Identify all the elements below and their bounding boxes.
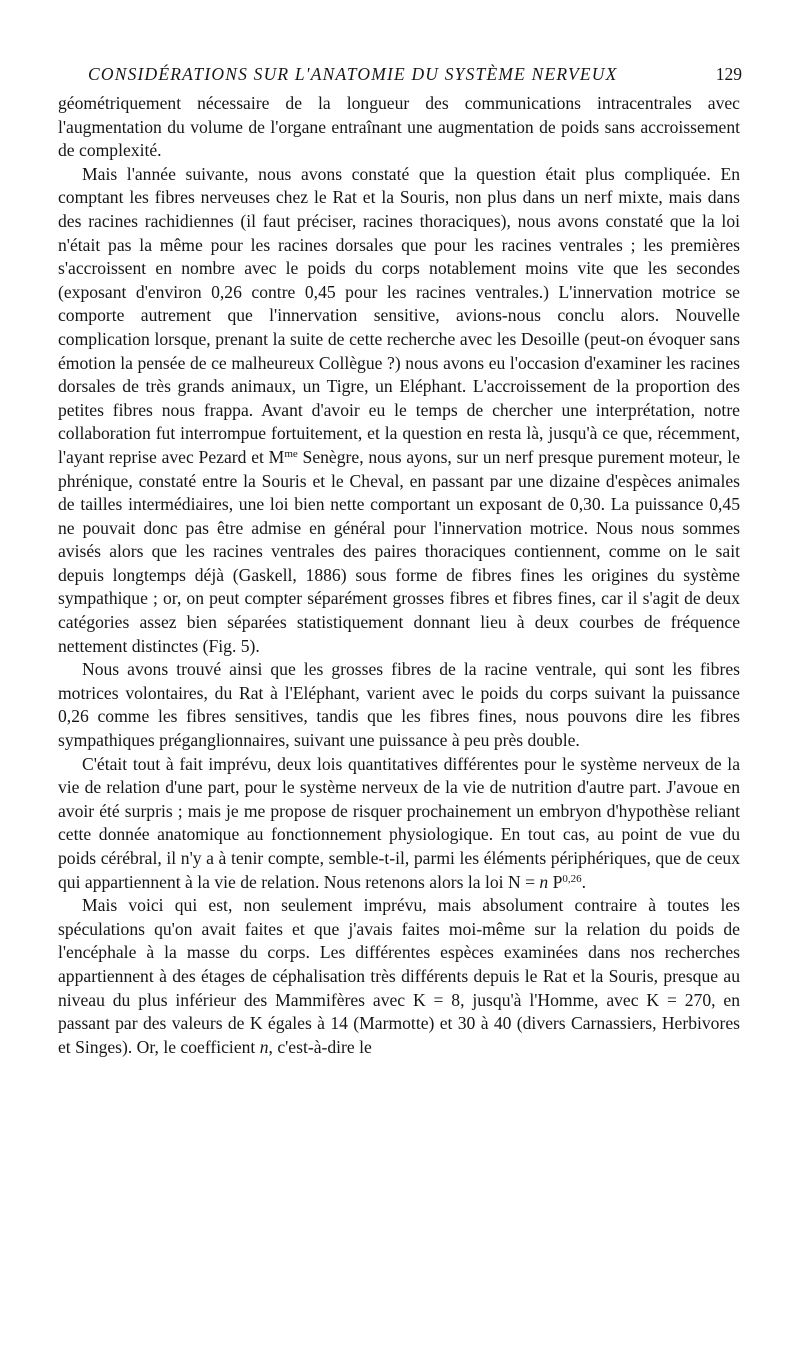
body-text xyxy=(58,92,740,1059)
formula-base: P xyxy=(548,871,563,892)
running-header xyxy=(58,60,740,88)
paragraph xyxy=(58,894,740,1059)
page xyxy=(58,60,740,1059)
paragraph-text: Mais l'année suivante, nous avons constaté que la question était plus compliquée. En comptant les fibres nerveuses chez le Rat et la Souris, non plus dans un nerf mixte, mais dans des racines rachidiennes (il faut préciser, racines thoraciques), nous avons constaté que la loi n'était pas la même pour les racines dorsales que pour les racines ventrales ; les premières s'accroissent en nombre avec le poids du corps notablement moins vite que les secondes (exposant d'environ 0,26 contre 0,45 pour les racines ventrales.) L'innervation motrice se comporte autrement que l'innervation sensitive, avions-nous conclu alors. Nouvelle complication lorsque, prenant la suite de cette recherche avec les Desoille (peut-on évoquer sans émotion la pensée de ce malheureux Collègue ?) nous avons eu l'occasion d'examiner les racines dorsales de très grands animaux, un Tigre, un Eléphant. L'accroissement de la proportion des petites fibres nous frappa. Avant d'avoir eu le temps de chercher une interprétation, notre collaboration fut interrompue fortuitement, et la question en resta là, jusqu'à ce que, récemment, l'ayant reprise avec Pezard et M xyxy=(58,163,740,467)
paragraph xyxy=(58,753,740,895)
paragraph-continued: géométriquement nécessaire de la longueur des communications intracentrales avec l'augmentation du volume de l'organe entraînant une augmentation de poids sans accroissement de complexité. xyxy=(58,93,740,161)
coefficient-variable: n xyxy=(259,1036,269,1057)
superscript: me xyxy=(284,447,298,460)
page-number: 129 xyxy=(715,64,742,84)
paragraph-text: , c'est-à-dire le xyxy=(268,1036,372,1057)
paragraph-text: C'était tout à fait imprévu, deux lois quantitatives différentes pour le système nerveux de la vie de relation d'une part, pour le système nerveux de la vie de nutrition d'autre part. J'avoue en avoir été surpris ; mais je me propose de risquer prochainement un embryon d'hypothèse reliant cette donnée anatomique au fonctionnement physiologique. En tout cas, au point de vue du poids cérébral, il n'y a à tenir compte, semble-t-il, parmi les éléments périphériques, que de ceux qui appartiennent à la vie de relation. Nous retenons alors la loi N = xyxy=(58,753,740,892)
formula-variable: n xyxy=(539,871,549,892)
paragraph: Nous avons trouvé ainsi que les grosses fibres de la racine ventrale, qui sont les fibres motrices volontaires, du Rat à l'Eléphant, varient avec le poids du corps suivant la puissance 0,26 comme les fibres sensitives, tandis que les fibres fines, nous pouvons dire les fibres sympathiques préganglionnaires, suivant une puissance à peu près double. xyxy=(58,659,740,751)
paragraph xyxy=(58,163,740,658)
paragraph-text: Mais voici qui est, non seulement imprévu, mais absolument contraire à toutes les spéculations qu'on avait faites et que j'avais faites moi-même sur la relation du poids de l'encéphale à la masse du corps. Les différentes espèces examinées dans nos recherches appartiennent à des étages de céphalisation très différents depuis le Rat et la Souris, presque au niveau du plus inférieur des Mammifères avec K = 8, jusqu'à l'Homme, avec K = 270, en passant par des valeurs de K égales à 14 (Marmotte) et 30 à 40 (divers Carnassiers, Herbivores et Singes). Or, le coefficient xyxy=(58,895,740,1057)
running-title: CONSIDÉRATIONS SUR L'ANATOMIE DU SYSTÈME NERVEUX xyxy=(88,64,618,84)
paragraph-text: Senègre, nous ayons, sur un nerf presque purement moteur, le phrénique, constaté entre la Souris et le Cheval, en passant par une dizaine d'espèces animales de tailles intermédiaires, une loi bien nette comportant un exposant de 0,30. La puissance 0,45 ne pouvait donc pas être admise en général pour l'innervation motrice. Nous nous sommes avisés alors que les racines ventrales des paires thoraciques contiennent, comme on le sait depuis longtemps déjà (Gaskell, 1886) sous forme de fibres fines les origines du système sympathique ; or, on peut compter séparément grosses fibres et fibres fines, car il s'agit de deux catégories assez bien séparées statistiquement donnant lieu à deux courbes de fréquence nettement distinctes (Fig. 5). xyxy=(58,446,741,656)
formula-end: . xyxy=(581,871,587,892)
formula-exponent: 0,26 xyxy=(562,872,582,885)
